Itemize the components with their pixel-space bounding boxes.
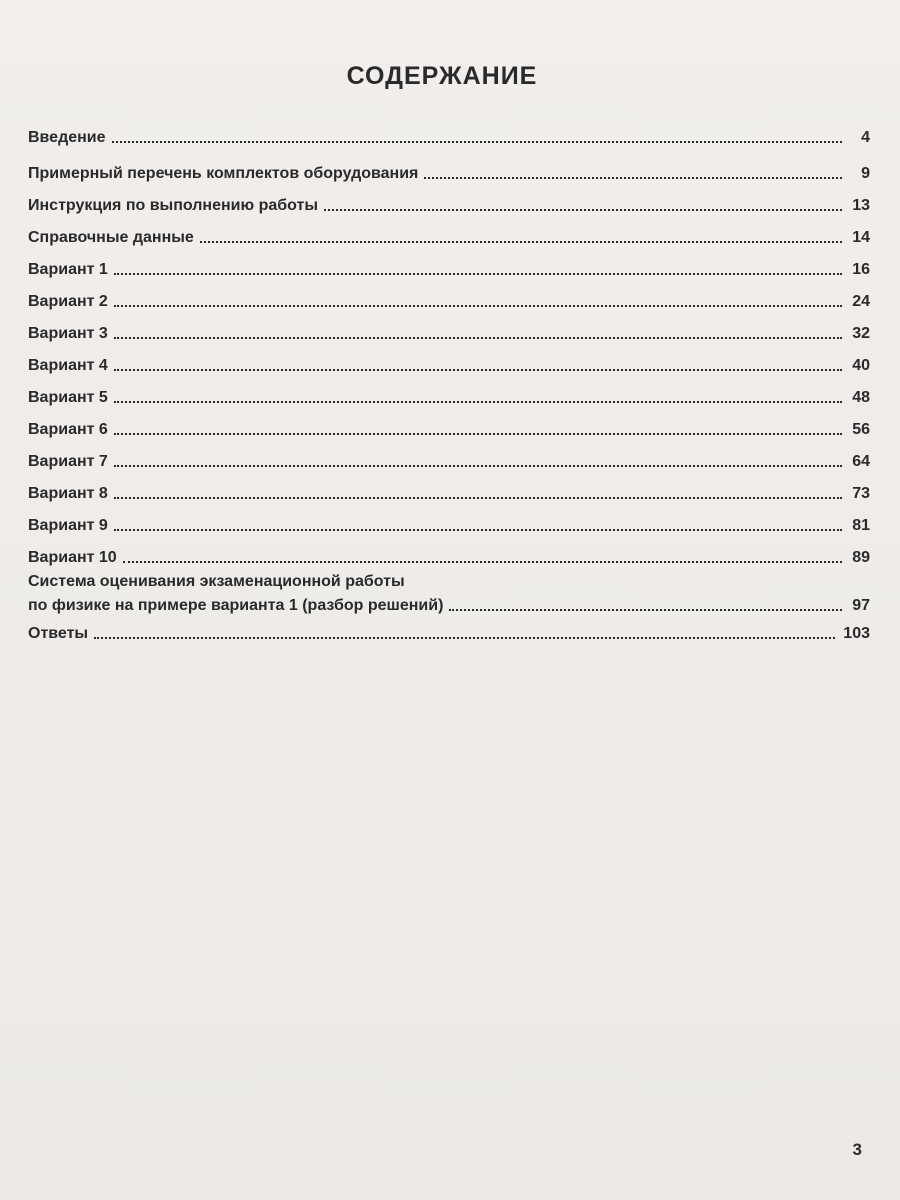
leader-dots xyxy=(94,637,835,639)
toc-entry-page: 81 xyxy=(852,517,870,534)
leader-dots xyxy=(424,177,842,179)
toc-entry[interactable] xyxy=(28,164,870,184)
leader-dots xyxy=(114,337,842,339)
toc-entry-page: 97 xyxy=(852,597,870,614)
toc-entry-label: Примерный перечень комплектов оборудования xyxy=(28,165,419,182)
leader-dots xyxy=(114,305,842,307)
toc-entry-page: 32 xyxy=(852,325,870,342)
page-number: 3 xyxy=(852,1140,862,1159)
toc-entry-page: 64 xyxy=(852,453,870,470)
toc-entry-page: 103 xyxy=(843,625,870,642)
leader-dots xyxy=(112,141,842,143)
toc-entry-page: 40 xyxy=(852,357,870,374)
leader-dots xyxy=(114,401,842,403)
toc-entry[interactable] xyxy=(28,292,870,312)
leader-dots xyxy=(114,497,842,499)
leader-dots xyxy=(200,241,842,243)
toc-entry-page: 48 xyxy=(852,389,870,406)
toc-entry[interactable] xyxy=(28,260,870,280)
toc-entry-label-line1: Система оценивания экзаменационной работы xyxy=(28,573,405,590)
toc-entry-page: 73 xyxy=(852,485,870,502)
toc-entry-label: Вариант 2 xyxy=(28,293,108,310)
toc-entry[interactable] xyxy=(28,484,870,504)
toc-entry[interactable] xyxy=(28,420,870,440)
leader-dots xyxy=(449,609,842,611)
toc-entry[interactable] xyxy=(28,128,870,148)
toc-entry-label: Инструкция по выполнению работы xyxy=(28,197,319,214)
page-title: СОДЕРЖАНИЕ xyxy=(346,62,538,90)
toc-entry-page: 14 xyxy=(852,229,870,246)
toc-entry[interactable] xyxy=(28,356,870,376)
toc-entry-label: Вариант 7 xyxy=(28,453,108,470)
toc-entry-label: Вариант 3 xyxy=(28,325,108,342)
toc-entry[interactable] xyxy=(28,196,870,216)
toc-entry-grading[interactable] xyxy=(28,572,870,616)
leader-dots xyxy=(123,561,842,563)
toc-entry-page: 16 xyxy=(852,261,870,278)
toc-entry-label: Вариант 9 xyxy=(28,517,108,534)
leader-dots xyxy=(114,273,842,275)
toc-entry[interactable] xyxy=(28,388,870,408)
leader-dots xyxy=(114,433,842,435)
toc-entry-label: Вариант 4 xyxy=(28,357,108,374)
toc-entry-page: 56 xyxy=(852,421,870,438)
toc-entry-label: Вариант 8 xyxy=(28,485,108,502)
toc-entry-label: Вариант 5 xyxy=(28,389,108,406)
toc-entry[interactable] xyxy=(28,548,870,568)
toc-entry-label: Вариант 1 xyxy=(28,261,108,278)
toc-entry-page: 13 xyxy=(852,197,870,214)
toc-entry[interactable] xyxy=(28,228,870,248)
toc-entry-page: 24 xyxy=(852,293,870,310)
leader-dots xyxy=(114,369,842,371)
toc-entry[interactable] xyxy=(28,452,870,472)
toc-entry-label: Справочные данные xyxy=(28,229,194,246)
leader-dots xyxy=(114,529,842,531)
toc-entry-label: Вариант 10 xyxy=(28,549,117,566)
toc-entry-page: 4 xyxy=(861,129,870,146)
leader-dots xyxy=(324,209,842,211)
toc-entry-page: 89 xyxy=(852,549,870,566)
leader-dots xyxy=(114,465,842,467)
toc-entry-label: Ответы xyxy=(28,625,89,642)
toc-entry-label: Вариант 6 xyxy=(28,421,108,438)
toc-entry-label-line2: по физике на примере варианта 1 (разбор решений) xyxy=(28,597,444,614)
toc-entry[interactable] xyxy=(28,324,870,344)
toc-entry-page: 9 xyxy=(861,165,870,182)
toc-entry-answers[interactable] xyxy=(28,624,870,644)
toc-entry[interactable] xyxy=(28,516,870,536)
toc-entry-label: Введение xyxy=(28,129,106,146)
